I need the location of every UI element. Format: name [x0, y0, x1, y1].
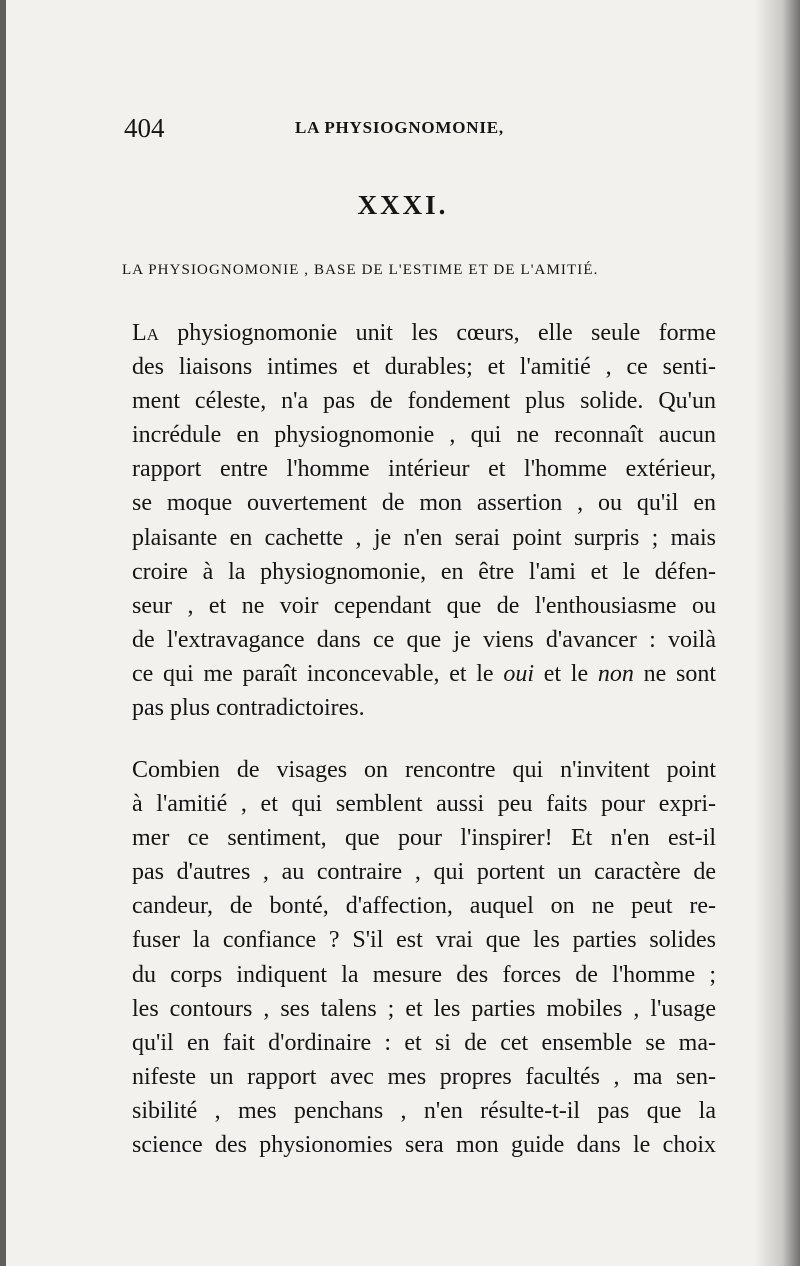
text-line-content: physiognomonie unit les cœurs, elle seule forme: [158, 320, 716, 346]
text-line: de l'extravagance dans ce que je viens d'avancer : voilà: [132, 626, 716, 653]
text-line: des liaisons intimes et durables; et l'amitié , ce senti-: [132, 354, 716, 381]
running-head: LA PHYSIOGNOMONIE,: [295, 118, 504, 137]
text-line: nifeste un rapport avec mes propres facultés , ma sen-: [132, 1063, 716, 1090]
paragraph-2: [132, 753, 716, 1162]
text-line: à l'amitié , et qui semblent aussi peu faits pour expri-: [132, 791, 716, 818]
text-line: science des physionomies sera mon guide dans le choix: [132, 1132, 716, 1159]
paragraph-1: [132, 316, 716, 725]
text-line: se moque ouvertement de mon assertion , ou qu'il en: [132, 490, 716, 517]
text-fragment: ce qui me paraît inconcevable, et le: [132, 660, 504, 687]
text-line: plaisante en cachette , je n'en serai point surpris ; mais: [132, 524, 716, 551]
text-line: [132, 316, 716, 350]
text-line: pas plus contradictoires.: [132, 695, 365, 722]
page-header: [124, 110, 716, 146]
text-line: croire à la physiognomonie, en être l'ami et le défen-: [132, 558, 716, 585]
italic-word-oui: oui: [503, 660, 534, 687]
text-line: [132, 657, 716, 691]
page-number: 404: [124, 113, 165, 143]
text-line: qu'il en fait d'ordinaire : et si de cet ensemble se ma-: [132, 1029, 716, 1056]
italic-word-non: non: [597, 660, 634, 687]
book-page: [6, 0, 800, 1266]
text-fragment: et le: [534, 660, 598, 687]
text-line: pas d'autres , au contraire , qui portent un caractère de: [132, 859, 716, 886]
text-line: Combien de visages on rencontre qui n'invitent point: [132, 757, 716, 783]
text-line: incrédule en physiognomonie , qui ne reconnaît aucun: [132, 422, 716, 449]
text-line: les contours , ses talens ; et les parties mobiles , l'usage: [132, 995, 716, 1022]
chapter-title: LA PHYSIOGNOMONIE , BASE DE L'ESTIME ET DE L'AMITIÉ.: [122, 262, 599, 278]
text-line: mer ce sentiment, que pour l'inspirer! Et n'en est-il: [132, 825, 716, 852]
text-line: candeur, de bonté, d'affection, auquel on ne peut re-: [132, 893, 716, 920]
text-line: fuser la confiance ? S'il est vrai que les parties solides: [132, 927, 716, 954]
chapter-number: XXXI.: [357, 190, 449, 220]
text-line: ment céleste, n'a pas de fondement plus solide. Qu'un: [132, 388, 716, 415]
text-line: du corps indiquent la mesure des forces de l'homme ;: [132, 961, 716, 988]
text-line: sibilité , mes penchans , n'en résulte-t-il pas que la: [132, 1097, 716, 1124]
text-line: rapport entre l'homme intérieur et l'homme extérieur,: [132, 456, 716, 483]
page-edge-shadow: [754, 0, 800, 1266]
text-line: seur , et ne voir cependant que de l'enthousiasme ou: [132, 592, 716, 619]
text-fragment: ne sont: [633, 660, 716, 687]
drop-lead-word: La: [132, 320, 159, 346]
